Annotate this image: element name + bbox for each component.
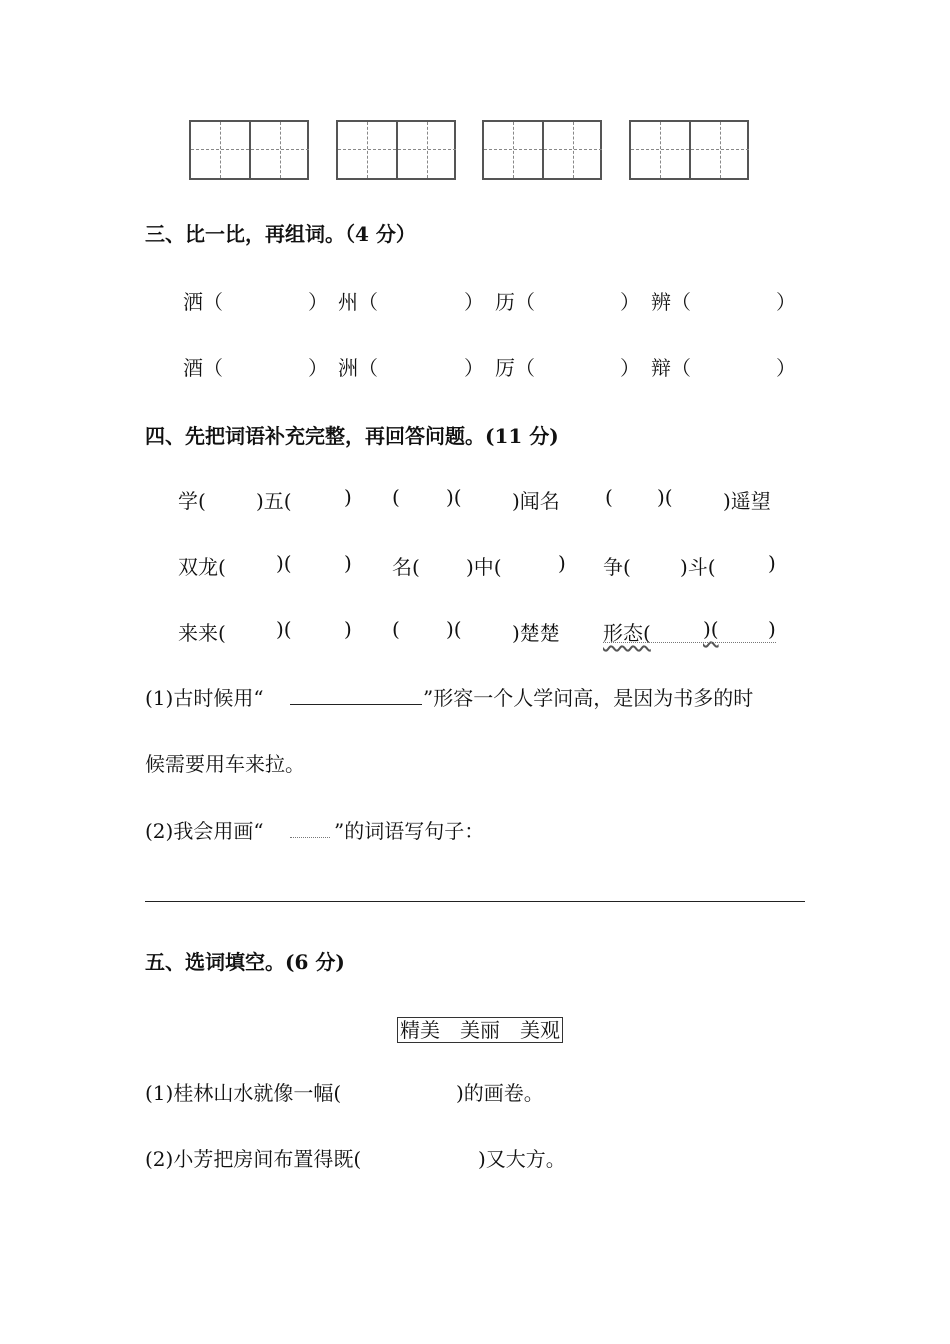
wavy-underline xyxy=(603,636,776,643)
idiom-part: ) xyxy=(768,551,776,575)
writing-grid xyxy=(189,120,309,180)
compare-word: 洲（ xyxy=(338,356,378,380)
idiom-part: )五( xyxy=(256,489,292,513)
question-4-1-end: ”形容一个人学问高，是因为书多的时 xyxy=(423,686,754,710)
idiom-part: ) xyxy=(344,485,352,509)
idiom-part: )( xyxy=(446,485,462,509)
idiom-part: )斗( xyxy=(680,555,716,579)
word-choices: 精美 美丽 美观 xyxy=(397,1017,563,1043)
blank-close: ） xyxy=(620,290,640,314)
compare-word: 厉（ xyxy=(495,356,535,380)
idiom-part: )( xyxy=(276,617,292,641)
idiom-part: ( xyxy=(605,485,613,509)
idiom-part: )楚楚 xyxy=(512,621,560,645)
idiom-part: )闻名 xyxy=(512,489,560,513)
idiom-part: ) xyxy=(344,551,352,575)
blank-close: ） xyxy=(620,356,640,380)
idiom-part: )( xyxy=(446,617,462,641)
section-5-heading: 五、选词填空。(6 分) xyxy=(145,950,345,974)
question-4-2-end: ”的词语写句子： xyxy=(334,819,485,843)
wavy-sample-mark xyxy=(290,832,330,838)
idiom-part: 学( xyxy=(178,489,206,513)
answer-line[interactable] xyxy=(145,901,805,902)
idiom-wavy-close: ) xyxy=(768,617,776,641)
idiom-part: )( xyxy=(276,551,292,575)
writing-grid xyxy=(629,120,749,180)
section-4-heading: 四、先把词语补充完整，再回答问题。(11 分) xyxy=(145,424,559,448)
blank-close: ） xyxy=(776,356,796,380)
question-4-1-start: (1)古时候用“ xyxy=(145,686,264,710)
idiom-part: )( xyxy=(657,485,673,509)
question-5-1-end: )的画卷。 xyxy=(456,1081,544,1105)
compare-word: 洒（ xyxy=(183,290,223,314)
idiom-part: 名( xyxy=(392,555,420,579)
word-choices-box xyxy=(397,1014,563,1043)
writing-grid xyxy=(336,120,456,180)
question-4-1-cont: 候需要用车来拉。 xyxy=(145,752,305,776)
blank-close: ） xyxy=(308,356,328,380)
idiom-part: 来来( xyxy=(178,621,226,645)
blank-close: ） xyxy=(464,290,484,314)
idiom-part: ( xyxy=(392,617,400,641)
blank-close: ） xyxy=(308,290,328,314)
blank-close: ） xyxy=(464,356,484,380)
question-5-2-end: )又大方。 xyxy=(478,1147,566,1171)
idiom-part: ) xyxy=(344,617,352,641)
section-3-heading: 三、比一比，再组词。（4 分） xyxy=(145,222,416,246)
question-5-1-start: (1)桂林山水就像一幅( xyxy=(145,1081,342,1105)
idiom-part: ( xyxy=(392,485,400,509)
compare-word: 酒（ xyxy=(183,356,223,380)
compare-word: 历（ xyxy=(495,290,535,314)
compare-word: 辩（ xyxy=(651,356,691,380)
question-4-2-start: (2)我会用画“ xyxy=(145,819,264,843)
idiom-wavy-part: )( xyxy=(703,617,719,641)
compare-word: 州（ xyxy=(338,290,378,314)
idiom-part: ) xyxy=(558,551,566,575)
compare-word: 辨（ xyxy=(651,290,691,314)
idiom-part: )遥望 xyxy=(723,489,771,513)
idiom-part: 双龙( xyxy=(178,555,226,579)
writing-grid xyxy=(482,120,602,180)
answer-blank-line[interactable] xyxy=(290,704,422,705)
idiom-wavy-part: 形态( xyxy=(603,621,651,645)
idiom-part: 争( xyxy=(603,555,631,579)
idiom-part: )中( xyxy=(466,555,502,579)
blank-close: ） xyxy=(776,290,796,314)
question-5-2-start: (2)小芳把房间布置得既( xyxy=(145,1147,362,1171)
